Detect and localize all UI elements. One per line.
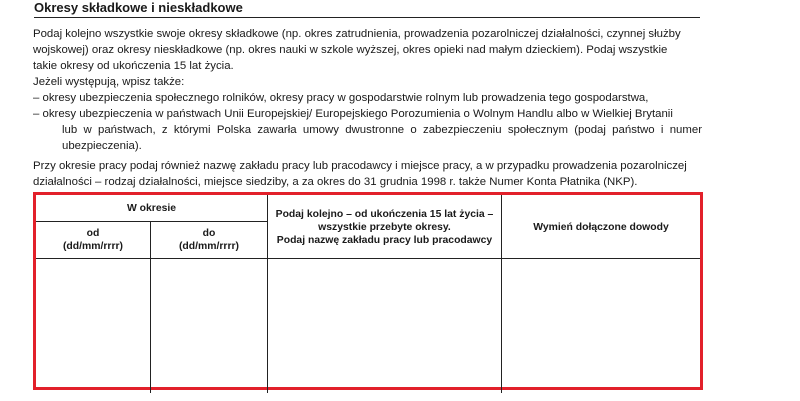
from-header	[36, 228, 150, 254]
from-date-cell[interactable]	[36, 259, 150, 387]
intro-line-3: takie okresy od ukończenia 15 lat życia.	[33, 60, 234, 72]
evidence-header: Wymień dołączone dowody	[533, 222, 669, 233]
bullet-farmers: – okresy ubezpieczenia społecznego rolników, okresy pracy w gospodarstwie rolnym lub prowadzenia tego gospodarstwa,	[33, 92, 649, 104]
intro-line-4: Jeżeli występują, wpisz także:	[33, 76, 185, 88]
work-info-line-2: działalności – rodzaj działalności, miejsce siedziby, a za okres do 31 grudnia 1998 r. także Numer Konta Płatnika (NKP).	[33, 176, 638, 188]
section-title: Okresy składkowe i nieskładkowe	[34, 0, 700, 18]
table-divider-period-subheader	[36, 221, 267, 222]
periods-header-line-2: wszystkie przebyte okresy.	[318, 221, 451, 233]
from-label: od	[86, 228, 100, 239]
bullet-eu-line-2: lub w państwach, z którymi Polska zawarła umowy dwustronne o zabezpieczeniu społecznym (podaj państwo i numer	[62, 124, 702, 136]
to-header	[151, 228, 267, 254]
bullet-eu-line-1: – okresy ubezpieczenia w państwach Unii Europejskiej/ Europejskiego Porozumienia o Wolnym Handlu albo w Wielkiej Brytanii	[33, 108, 673, 120]
periods-table	[33, 192, 703, 390]
periods-header-line-3: Podaj nazwę zakładu pracy lub pracodawcy	[276, 234, 493, 246]
to-format: (dd/mm/rrrr)	[178, 240, 240, 252]
periods-header	[268, 209, 501, 247]
period-header: W okresie	[126, 203, 177, 214]
periods-cell[interactable]	[268, 259, 501, 387]
bullet-eu-line-3: ubezpieczenia).	[62, 140, 142, 152]
intro-line-2: wojskowej) oraz okresy nieskładkowe (np. okres nauki w szkole wyższej, okres opieki nad małym dzieckiem). Podaj wszystkie	[33, 44, 668, 56]
to-date-cell[interactable]	[151, 259, 267, 387]
from-format: (dd/mm/rrrr)	[62, 240, 124, 252]
periods-header-line-1: Podaj kolejno – od ukończenia 15 lat życia –	[275, 209, 494, 220]
evidence-cell[interactable]	[502, 259, 700, 387]
work-info-line-1: Przy okresie pracy podaj również nazwę zakładu pracy lub pracodawcy i miejsce pracy, a w przypadku prowadzenia pozarolniczej	[33, 160, 687, 172]
intro-line-1: Podaj kolejno wszystkie swoje okresy składkowe (np. okres zatrudnienia, prowadzenia pozarolniczej działalności, czynnej służby	[33, 28, 681, 40]
to-label: do	[202, 228, 216, 239]
